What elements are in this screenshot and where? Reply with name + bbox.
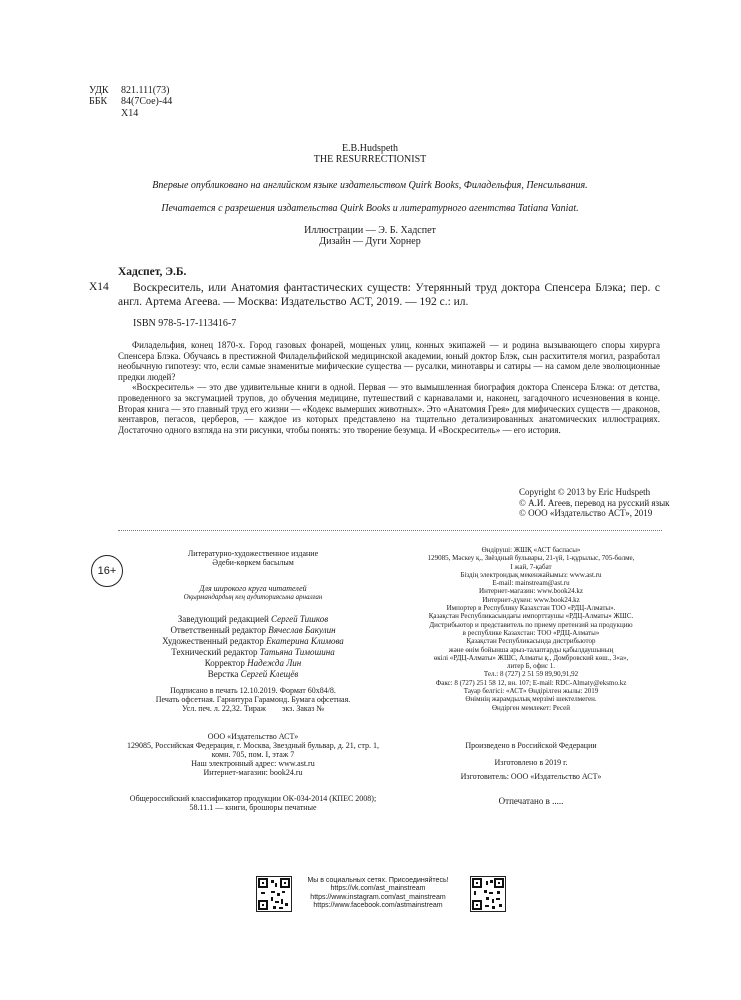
kz-line: Өнімнің жарамдылық мерзімі шектелмеген. xyxy=(465,695,597,704)
kz-line: Интернет-дүкен: www.book24.kz xyxy=(482,595,580,604)
qr-code-icon xyxy=(470,876,506,912)
original-title: THE RESURRECTIONIST xyxy=(313,154,427,166)
classification-block xyxy=(89,85,172,119)
kz-imprint xyxy=(400,546,662,712)
audience-block xyxy=(118,584,388,602)
divider xyxy=(118,530,662,531)
staff-line: Верстка Сергей Клещёв xyxy=(207,669,299,679)
bbk-label: ББК xyxy=(89,96,108,108)
kz-line: өкілі «РДЦ-Алматы» ЖШС, Алматы қ., Домбровский көш., 3«а», xyxy=(433,653,629,662)
kz-line: Өндіруші: ЖШҚ «АСТ баспасы» xyxy=(481,546,581,554)
qr-code-icon xyxy=(256,876,292,912)
okp-line: Общероссийский классификатор продукции ОК-034-2014 (КПЕС 2008); xyxy=(129,794,377,803)
catalog-isbn: ISBN 978-5-17-113416-7 xyxy=(133,318,237,329)
bbk-value: 84(7Сое)-44 xyxy=(121,96,173,108)
kz-line: Қазақстан Республикасындағы импорттаушы «РДЦ-Алматы» ЖШС. xyxy=(428,612,634,621)
okp-info xyxy=(108,794,398,812)
copyright-line: © ООО «Издательство АСТ», 2019 xyxy=(519,508,653,518)
catalog-description: Воскреситель, или Анатомия фантастических существ: Утерянный труд доктора Спенсера Блэка; пер. с англ. Артема Агеева. — Москва: Издательство АСТ, 2019. — 192 с.: ил. xyxy=(118,282,660,308)
staff-line: Художественный редактор Екатерина Климова xyxy=(162,636,344,646)
kz-line: Тауар белгісі: «АСТ» Өндірілген жылы: 2019 xyxy=(463,687,599,696)
publisher-line: ООО «Издательство АСТ» xyxy=(207,732,299,741)
kz-line: Факс: 8 (727) 251 58 12, вн. 107; E-mail: RDC-Almaty@eksmo.kz xyxy=(435,678,627,687)
staff-block xyxy=(118,614,388,680)
copyright-block xyxy=(519,487,670,519)
kz-line: литер Б, офис 1. xyxy=(506,662,556,671)
annotation-paragraph: Филадельфия, конец 1870-х. Город газовых фонарей, мощеных улиц, конных экипажей — и родина вызывающего споры хирурга Спенсера Блэка. Обучаясь в престижной Филадельфийской медицинской академии, юный доктор Блэк, сын расхитителя могил, разработал необычную гипотезу: что, если самые знаменитые мифические существа — русалки, минотавры и сатиры — на самом деле эволюционные предки людей? xyxy=(118,340,660,382)
kz-line: Интернет-магазин: www.book24.kz xyxy=(479,587,583,596)
catalog-author: Хадспет, Э.Б. xyxy=(118,266,187,278)
publisher-line: комн. 705, пом. I, этаж 7 xyxy=(211,750,295,759)
social-call: Мы в социальных сетях. Присоединяйтесь! xyxy=(307,877,449,884)
credits-block xyxy=(80,225,660,248)
publisher-line: Интернет-магазин: book24.ru xyxy=(203,768,303,777)
staff-line: Корректор Надежда Лин xyxy=(204,658,302,668)
kz-line: I жай, 7-қабат xyxy=(510,562,552,571)
social-links xyxy=(296,877,460,911)
social-link-instagram[interactable]: https://www.instagram.com/ast_mainstream xyxy=(310,893,446,901)
udk-label: УДК xyxy=(89,85,109,96)
author-mark: Х14 xyxy=(121,107,139,119)
original-author: E.B.Hudspeth xyxy=(341,143,399,154)
audience: Для широкого круга читателей xyxy=(199,584,307,593)
kz-line: Тел.: 8 (727) 2 51 59 89,90,91,92 xyxy=(483,670,579,679)
staff-line: Ответственный редактор Вячеслав Бакулин xyxy=(170,625,336,635)
kz-line: Біздің электрондық мекенжайымыз: www.ast.ru xyxy=(460,570,602,579)
annotation xyxy=(118,340,660,435)
okp-line: 58.11.1 — книги, брошюры печатные xyxy=(189,803,317,812)
publisher-line: 129085, Российская Федерация, г. Москва, Звездный бульвар, д. 21, стр. 1, xyxy=(127,741,379,750)
manufacturer: Изготовитель: ООО «Издательство АСТ» xyxy=(460,772,602,781)
staff-line: Заведующий редакцией Сергей Тишков xyxy=(177,614,329,624)
print-info xyxy=(118,686,388,713)
udk-value: 821.111(73) xyxy=(121,85,170,96)
original-title-block xyxy=(80,143,660,166)
staff-line: Технический редактор Татьяна Тимошина xyxy=(171,647,335,657)
permission-note: Печатается с разрешения издательства Quirk Books и литературного агентства Tatiana Vaniat. xyxy=(161,203,579,214)
kz-line: E-mail: mainstream@ast.ru xyxy=(492,579,570,588)
genre: Литературно-художественное издание xyxy=(187,549,319,558)
first-published-note: Впервые опубликовано на английском языке издательством Quirk Books, Филадельфия, Пенсильвания. xyxy=(152,180,588,191)
annotation-paragraph: «Воскреситель» — это две удивительные книги в одной. Первая — это вымышленная биография доктора Спенсера Блэка: от детства, проведенного за эксгумацией трупов, до обучения медицине, путешествий с карнавалами и, наконец, загадочного исчезновения в конце. Вторая книга — это главный труд его жизни — «Кодекс вымерших животных». Это «Анатомия Грея» для мифических существ — драконов, кентавров, пегасов, церберов, — каждое из которых представлено на тщательно детализированных анатомических иллюстрациях. Достаточно одного взгляда на эти рисунки, чтобы понять: это творение безумца. И «Воскреситель» — его история. xyxy=(118,382,660,435)
kz-line: в республике Казахстан: ТОО «РДЦ-Алматы» xyxy=(462,628,600,637)
kz-line: 129085, Мәскеу қ., Звёздный бульвары, 21-үй, 1-құрылыс, 705-бөлме, xyxy=(427,554,635,563)
catalog-mark: Х14 xyxy=(89,281,109,293)
kz-line: және өнім бойынша арыз-талаптарды қабылдаушының xyxy=(448,645,614,654)
kz-line: Импортер в Республику Казахстан ТОО «РДЦ-Алматы». xyxy=(446,604,616,613)
kz-line: Дистрибьютор и представитель по приему претензий на продукцию xyxy=(429,620,633,629)
copyright-line: © А.И. Агеев, перевод на русский язык xyxy=(519,497,670,508)
genre-kz: Әдеби-көркем басылым xyxy=(212,558,294,567)
genre-block xyxy=(118,549,388,567)
made-in: Изготовлено в 2019 г. xyxy=(494,758,568,767)
publisher-line: Наш электронный адрес: www.ast.ru xyxy=(191,759,315,768)
printed-at: Отпечатано в ..... xyxy=(498,796,564,806)
produced-in: Произведено в Российской Федерации xyxy=(465,741,597,750)
credit-illustrations: Иллюстрации — Э. Б. Хадспет xyxy=(304,225,436,236)
audience-kz: Оқырмандардың кең аудиториясына арналған xyxy=(183,593,323,601)
copyright-line: Copyright © 2013 by Eric Hudspeth xyxy=(519,487,651,497)
publisher-info xyxy=(108,732,398,777)
credit-design: Дизайн — Дуги Хорнер xyxy=(319,236,421,248)
age-rating-badge: 16+ xyxy=(91,555,123,587)
print-line: Печать офсетная. Гарнитура Гарамонд. Бумага офсетная. xyxy=(155,695,351,704)
social-link-facebook[interactable]: https://www.facebook.com/astmainstream xyxy=(313,902,443,910)
social-link-vk[interactable]: https://vk.com/ast_mainstream xyxy=(330,885,426,893)
kz-line: Өндірген мемлекет: Ресей xyxy=(492,703,570,712)
print-line: Подписано в печать 12.10.2019. Формат 60x84/8. xyxy=(170,686,336,695)
print-line: Усл. печ. л. 22,32. Тираж экз. Заказ № xyxy=(182,704,324,713)
kz-line: Қазақстан Республикасында дистрибьютор xyxy=(466,637,596,646)
